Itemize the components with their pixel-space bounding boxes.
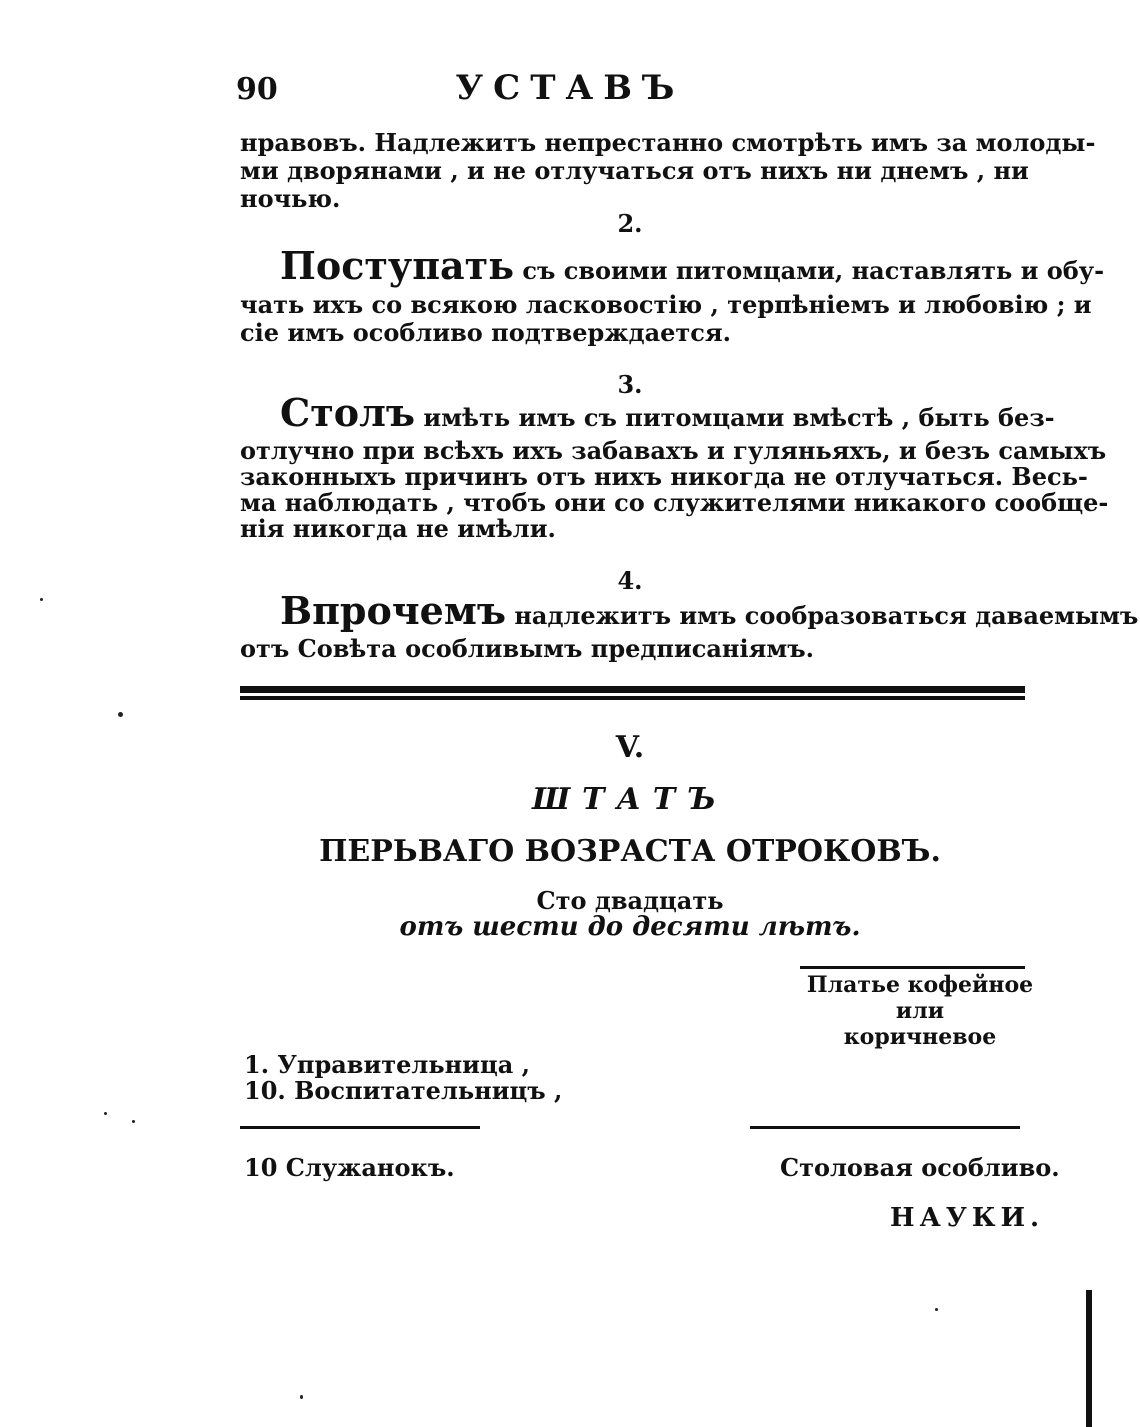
staff-item-1: 1. Управительница , <box>244 1050 530 1079</box>
dining-entry: Столовая особливо. <box>780 1153 1060 1182</box>
scan-speck <box>40 598 43 601</box>
sec4-line1-rest: надлежитъ имъ сообразоваться даваемымъ <box>506 601 1139 630</box>
section-number-3: 3. <box>617 370 643 399</box>
sec4-first-word: Впрочемъ <box>280 588 506 633</box>
scan-speck <box>132 1120 135 1123</box>
sec3-line1-rest: имѣть имъ съ питомцами вмѣстѣ , быть без- <box>415 403 1055 432</box>
sec3-line-4: ма наблюдать , чтобъ они со служителями никакого сообще- <box>240 488 1109 517</box>
age-range: отъ шести до десяти лѣтъ. <box>399 912 861 942</box>
page-edge-shadow <box>1086 1290 1092 1427</box>
para1-line-3: ночью. <box>240 184 341 213</box>
servants-entry: 10 Служанокъ. <box>244 1153 455 1182</box>
scan-speck <box>104 1112 107 1115</box>
staff-rule-left <box>240 1126 480 1129</box>
running-title: УСТАВЪ <box>455 68 685 108</box>
shtat-heading: ШТАТЪ <box>532 782 728 817</box>
sec4-line-1 <box>240 588 1139 633</box>
sec3-line-3: законныхъ причинъ отъ нихъ никогда не отлучаться. Весь- <box>240 462 1088 491</box>
sec2-line-1 <box>240 243 1105 288</box>
sec3-first-word: Столъ <box>280 390 416 435</box>
section-roman-numeral: V. <box>615 730 645 765</box>
sec2-line1-rest: съ своими питомцами, наставлять и обу- <box>514 256 1105 285</box>
sec2-line-3: сіе имъ особливо подтверждается. <box>240 318 731 347</box>
student-count: Сто двадцать <box>536 886 724 915</box>
staff-item-2: 10. Воспитательницъ , <box>244 1076 563 1105</box>
sciences-heading: НАУКИ. <box>890 1203 1045 1233</box>
sec3-line-2: отлучно при всѣхъ ихъ забавахъ и гуляньяхъ, и безъ самыхъ <box>240 436 1107 465</box>
staff-rule-right <box>750 1126 1020 1129</box>
ornamental-rule <box>240 686 1025 704</box>
sec2-first-word: Поступать <box>280 243 515 288</box>
rule-thin <box>240 696 1025 700</box>
dress-line-2: или <box>895 998 945 1024</box>
sec4-line-2: отъ Совѣта особливымъ предписаніямъ. <box>240 634 814 663</box>
section-number-4: 4. <box>617 566 643 595</box>
scan-speck <box>118 712 123 717</box>
scan-speck <box>300 1395 303 1399</box>
scan-speck <box>935 1308 938 1311</box>
dress-rule <box>800 966 1025 969</box>
para1-line-2: ми дворянами , и не отлучаться отъ нихъ ни днемъ , ни <box>240 156 1029 185</box>
dress-line-1: Платье кофейное <box>806 972 1034 998</box>
dress-line-3: коричневое <box>843 1024 997 1050</box>
age-group-title: ПЕРЬВАГО ВОЗРАСТА ОТРОКОВЪ. <box>319 834 941 869</box>
sec2-line-2: чать ихъ со всякою ласковостію , терпѣніемъ и любовію ; и <box>240 290 1092 319</box>
rule-thick <box>240 686 1025 693</box>
section-number-2: 2. <box>617 209 643 238</box>
sec3-line-5: нія никогда не имѣли. <box>240 514 556 543</box>
sec3-line-1 <box>240 390 1055 435</box>
para1-line-1: нравовъ. Надлежитъ непрестанно смотрѣть имъ за молоды- <box>240 128 1096 157</box>
page-number: 90 <box>236 72 278 107</box>
